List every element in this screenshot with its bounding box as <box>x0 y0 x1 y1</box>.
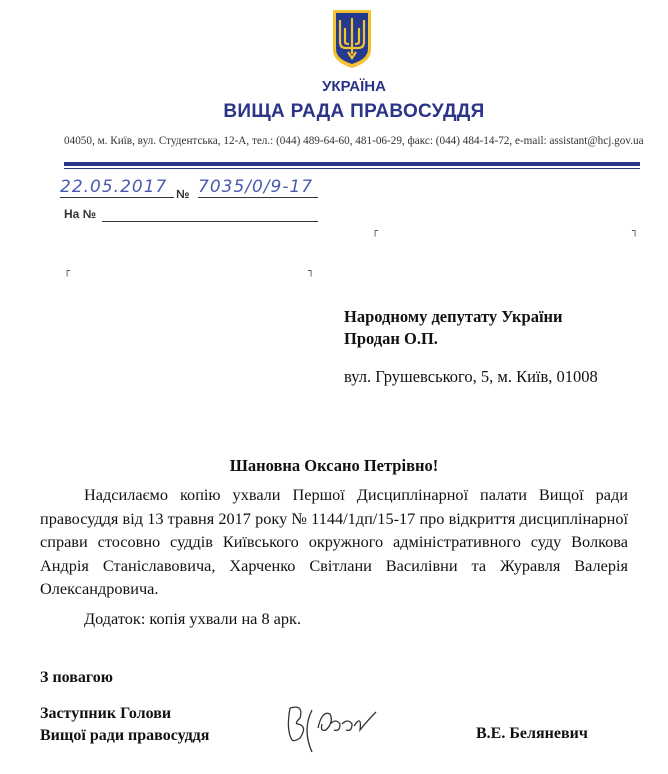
closing-regards: З повагою <box>40 669 113 686</box>
corner-bracket-top-left: ┌ <box>64 266 71 277</box>
handwritten-signature <box>282 700 392 760</box>
country-heading: УКРАЇНА <box>322 78 386 95</box>
outgoing-number: 7035/0/9-17 <box>198 177 318 198</box>
corner-bracket-top-right: ┐ <box>308 266 315 277</box>
recipient-block <box>344 306 563 350</box>
recipient-address: вул. Грушевського, 5, м. Київ, 01008 <box>344 367 598 386</box>
outgoing-date: 22.05.2017 <box>60 177 174 198</box>
letter-body: Надсилаємо копію ухвали Першої Дисциплінарної палати Вищої ради правосуддя від 13 травня 2017 року № 1144/1дп/15-17 про відкриття дисциплінарної справи стосовно суддів Київського окружного адміністративного суду Волкова Андрія Станіславовича, Харченко Світлани Василівни та Журавля Валерія Олександровича. <box>40 485 628 598</box>
organization-heading: ВИЩА РАДА ПРАВОСУДДЯ <box>223 101 485 122</box>
letterhead-rule-thick <box>64 162 640 166</box>
corner-bracket-top-left: ┌ <box>372 226 379 237</box>
salutation: Шановна Оксано Петрівно! <box>229 456 439 475</box>
signer-name: В.Е. Беляневич <box>476 725 588 742</box>
reply-to-line <box>102 221 318 222</box>
recipient-title: Народному депутату України <box>344 307 563 326</box>
reply-to-label: На № <box>64 207 97 221</box>
signer-position-line2: Вищої ради правосуддя <box>40 727 210 744</box>
recipient-name: Продан О.П. <box>344 329 438 348</box>
number-sign: № <box>176 187 190 201</box>
organization-contacts: 04050, м. Київ, вул. Студентська, 12-А, тел.: (044) 489-64-60, 481-06-29, факс: (044) 484-14-72, e-mail: assistant@hcj.gov.ua <box>64 135 644 147</box>
coat-of-arms-emblem <box>331 8 373 70</box>
signer-position-line1: Заступник Голови <box>40 705 172 722</box>
signer-position <box>40 703 209 747</box>
corner-bracket-top-right: ┐ <box>632 226 639 237</box>
annex-note: Додаток: копія ухвали на 8 арк. <box>84 609 302 628</box>
letterhead-rule-thin <box>64 168 640 169</box>
